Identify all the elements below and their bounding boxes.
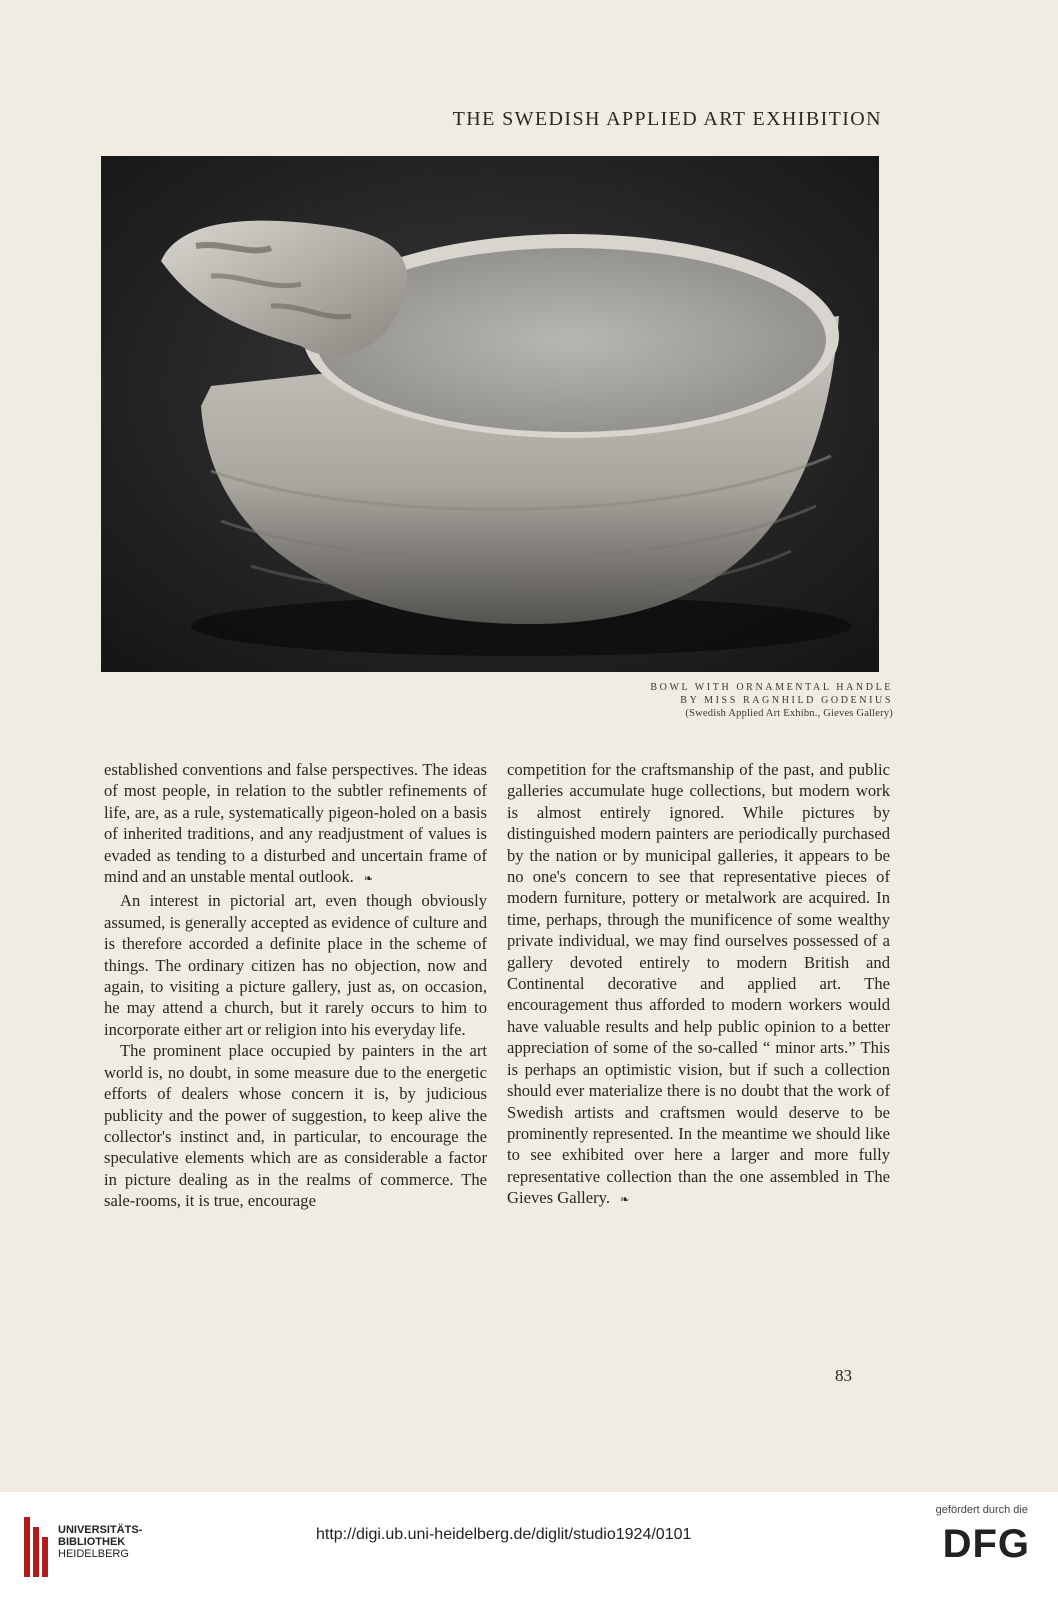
dfg-logo: DFG bbox=[942, 1522, 1030, 1566]
bowl-photograph bbox=[101, 156, 879, 672]
funded-by-label: gefördert durch die bbox=[935, 1504, 1028, 1516]
figure-caption bbox=[650, 681, 893, 721]
paragraph: The prominent place occupied by painters in the art world is, no doubt, in some measure due to the energetic efforts of dealers whose concern it is, by judicious publicity and the power of suggestion, to keep alive the collector's instinct and, in particular, to encourage the speculative elements which are as considerable a factor in picture dealing as in the realms of commerce. The sale-rooms, it is true, encourage bbox=[104, 1041, 487, 1211]
paragraph: established conventions and false perspectives. The ideas of most people, in relation to the subtler refinements of life, are, as a rule, systematically pigeon-holed on a basis of inherited traditions, and any readjustment of values is evaded as tending to a disturbed and uncertain frame of mind and an unstable mental outlook. ❧ bbox=[104, 760, 487, 887]
caption-title: BOWL WITH ORNAMENTAL HANDLE bbox=[650, 682, 893, 693]
library-logo-icon bbox=[22, 1515, 50, 1579]
caption-artist: BY MISS RAGNHILD GODENIUS bbox=[680, 695, 893, 706]
source-url-link[interactable]: http://digi.ub.uni-heidelberg.de/diglit/studio1924/0101 bbox=[316, 1526, 692, 1543]
footer-bar bbox=[0, 1492, 1058, 1600]
leaf-ornament-icon: ❧ bbox=[363, 873, 374, 886]
page-number: 83 bbox=[835, 1366, 852, 1385]
paragraph: An interest in pictorial art, even though obviously assumed, is generally accepted as evidence of culture and is therefore accorded a definite place in the scheme of things. The ordinary citizen has no objection, now and again, to visiting a picture gallery, just as, on occasion, he may attend a church, but it rarely occurs to him to incorporate either art or religion into his everyday life. bbox=[104, 891, 487, 1039]
caption-credit: (Swedish Applied Art Exhibn., Gieves Gallery) bbox=[685, 708, 893, 719]
left-column bbox=[104, 759, 487, 1212]
paragraph: competition for the craftsmanship of the past, and public galleries accumulate huge collections, but modern work is almost entirely ignored. While pictures by distinguished modern painters are periodically purchased by the nation or by municipal galleries, it appears to be no one's concern to see that representative pieces of modern furniture, pottery or metalwork are acquired. In time, perhaps, through the munificence of some wealthy private individual, we may find ourselves possessed of a gallery devoted entirely to modern British and Continental decorative and applied art. The encouragement thus afforded to modern workers would have valuable results and help public opinion to a better appreciation of some of the so-called “ minor arts.” This is perhaps an optimistic vision, but if such a collection should ever materialize there is no doubt that the work of Swedish artists and craftsmen would deserve to be prominently represented. In the meantime we should like to see exhibited over here a larger and more fully representative collection than the one assembled in The Gieves Gallery. ❧ bbox=[507, 760, 890, 1208]
leaf-ornament-icon: ❧ bbox=[620, 1194, 630, 1207]
library-name: UNIVERSITÄTS- BIBLIOTHEK HEIDELBERG bbox=[58, 1524, 143, 1560]
right-column bbox=[507, 759, 890, 1212]
running-title: THE SWEDISH APPLIED ART EXHIBITION bbox=[452, 108, 882, 130]
